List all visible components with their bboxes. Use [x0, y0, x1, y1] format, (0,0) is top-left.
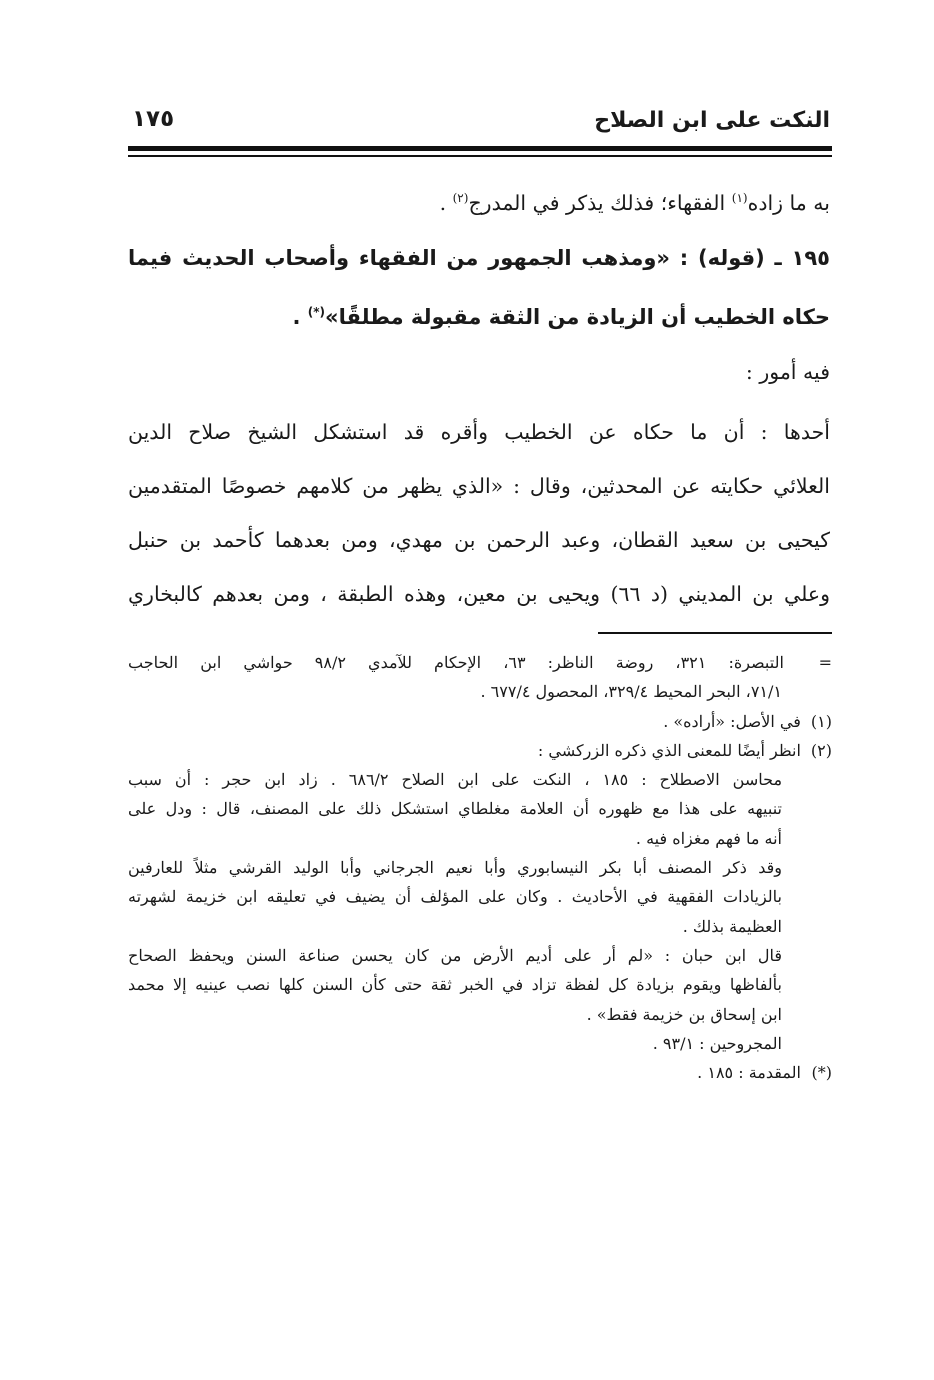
footnote-line: بالزيادات الفقهية في الأحاديث . وكان على المؤلف أن يضيف في تعليقه ابن خزيمة لشهرته	[128, 887, 782, 907]
footnote-continuation: = التبصرة: ٣٢١، روضة الناظر: ٦٣، الإحكام للآمدي ٩٨/٢ حواشي ابن الحاجب	[128, 648, 832, 677]
paragraph-line: كيحيى بن سعيد القطان، وعبد الرحمن بن مهدي، ومن بعدهما كأحمد بن حنبل	[128, 528, 830, 552]
footnote-ref: (٢)	[452, 191, 469, 205]
footnote-line: ابن إسحاق بن خزيمة فقط» .	[586, 1004, 782, 1024]
book-title: النكت على ابن الصلاح	[594, 108, 830, 133]
paragraph-line: وعلي بن المديني (د ٦٦) ويحيى بن معين، وهذه الطبقة ، ومن بعدهم كالبخاري	[128, 582, 830, 606]
footnote-line: العظيمة بذلك .	[682, 916, 782, 936]
footnote-line: المجروحين : ٩٣/١ .	[652, 1033, 782, 1053]
footnote-line: محاسن الاصطلاح : ١٨٥ ، النكت على ابن الصلاح ٦٨٦/٢ . زاد ابن حجر : أن سبب	[128, 770, 783, 790]
intro-line: فيه أمور :	[745, 360, 830, 384]
footnote-1: (١) في الأصل: «أراده» .	[128, 707, 832, 736]
footnote-separator	[598, 632, 832, 634]
paragraph-line: العلائي حكايته عن المحدثين، وقال : «الذي يظهر من كلامهم خصوصًا المتقدمين	[128, 474, 830, 498]
header-rule-thin	[128, 155, 832, 157]
footnote-line: تنبيهه على هذا مع ظهوره أن العلامة مغلطاي استشكل ذلك على المصنف، قال : ودل على	[128, 799, 782, 819]
footnotes	[128, 648, 832, 1087]
footnote-2: (٢) انظر أيضًا للمعنى الذي ذكره الزركشي :	[128, 736, 832, 765]
footnote-ref: (*)	[307, 305, 326, 319]
paragraph-line: أحدها : أن ما حكاه عن الخطيب وأقره قد استشكل الشيخ صلاح الدين	[128, 420, 830, 444]
section-heading-cont: حكاه الخطيب أن الزيادة من الثقة مقبولة مطلقًا»(*) .	[292, 305, 830, 329]
footnote-ref: (١)	[731, 191, 748, 205]
footnote-marker: =	[818, 653, 832, 672]
footnote-line: قال ابن حبان : «لم أر على أديم الأرض من كان يحسن صناعة السنن ويحفظ الصحاح	[128, 945, 782, 965]
section-heading: ١٩٥ ـ (قوله) : «ومذهب الجمهور من الفقهاء وأصحاب الحديث فيما	[128, 246, 830, 270]
header-rule-thick	[128, 146, 832, 151]
footnote-line: أنه ما فهم مغزاه فيه .	[635, 828, 782, 848]
text-line: به ما زاده$^{(١)}$ الفقهاء؛ فذلك يذكر في المدرج$^{(٢)}$ .	[439, 190, 830, 215]
footnote-star: (*) المقدمة : ١٨٥ .	[128, 1058, 832, 1087]
footnote-line: بألفاظها ويقوم بزيادة كل لفظة تزاد في الخبر ثقة حتى كأن السنن كلها نصب عينيه إلا محمد	[128, 975, 782, 995]
footnote-marker: (٢)	[810, 740, 832, 760]
footnote-continuation: ٧١/١، البحر المحيط ٣٢٩/٤، المحصول ٦٧٧/٤ .	[480, 682, 782, 702]
page-number: ١٧٥	[132, 106, 175, 132]
footnote-marker: (١)	[810, 711, 832, 731]
running-header	[128, 108, 830, 142]
main-text	[128, 180, 830, 624]
footnote-line: وقد ذكر المصنف أبا بكر النيسابوري وأبا نعيم الجرجاني وأبا الوليد القرشي مثلاً للعارفين	[128, 858, 782, 878]
footnote-marker: (*)	[811, 1063, 832, 1083]
